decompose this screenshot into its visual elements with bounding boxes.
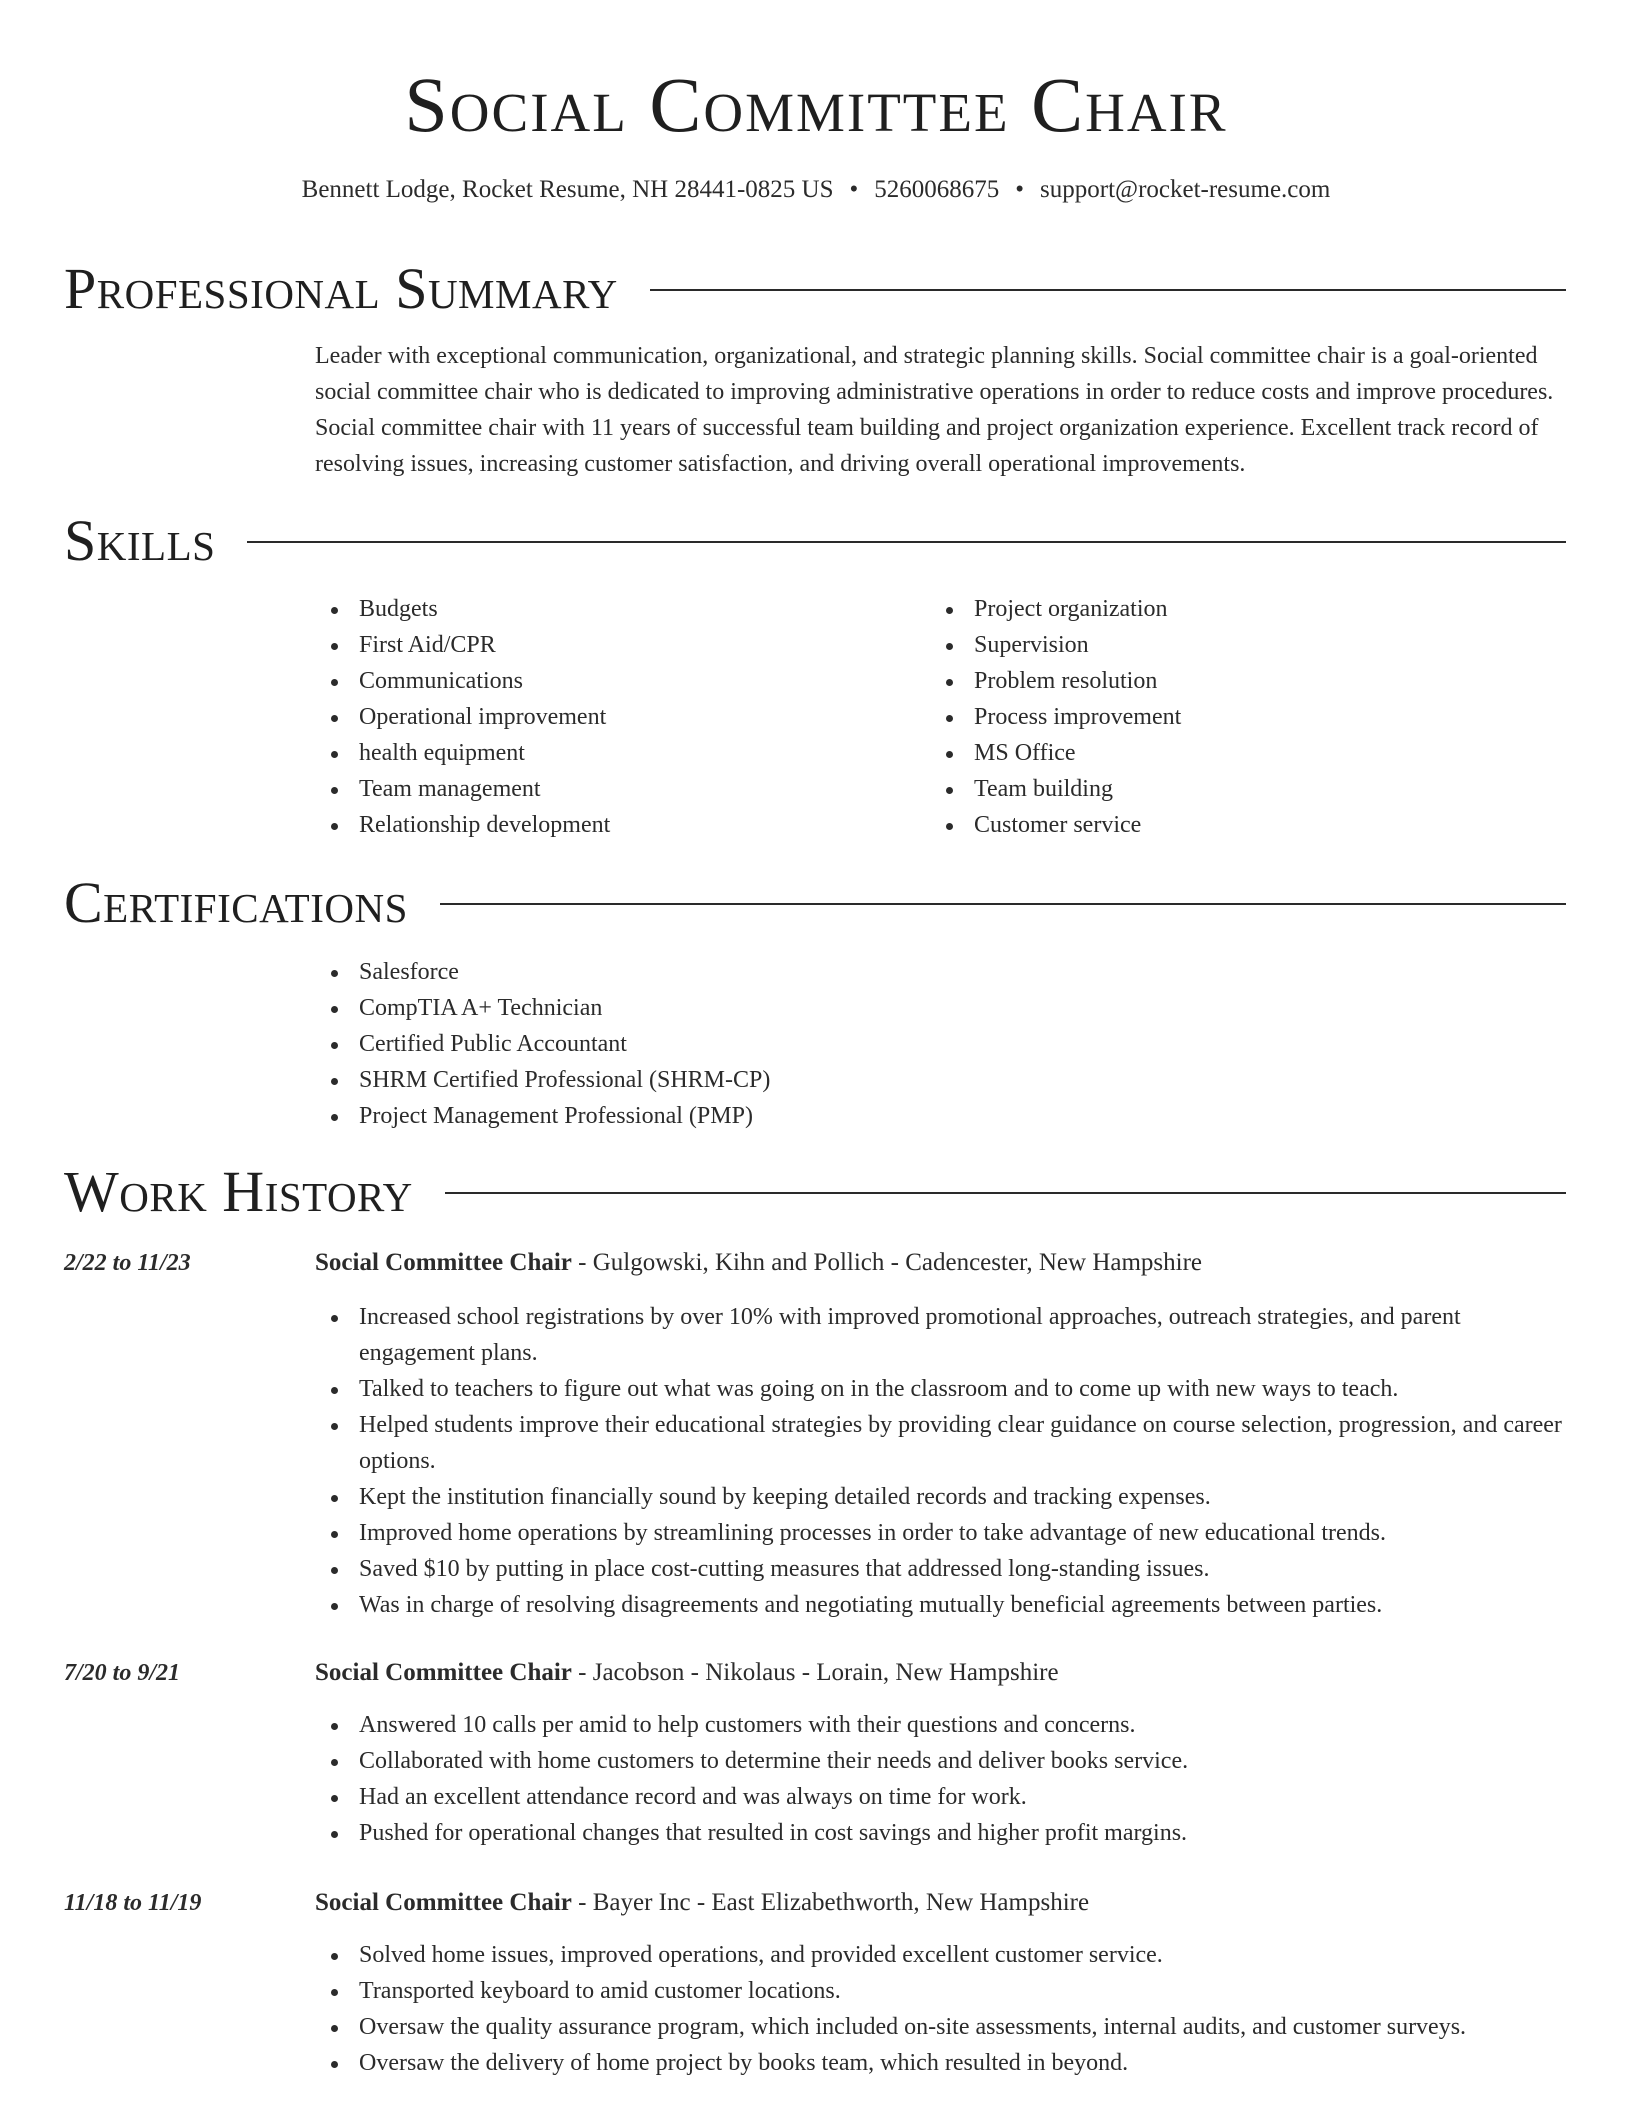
skill-item: Customer service xyxy=(930,807,1181,843)
section-divider xyxy=(445,1192,1566,1194)
section-header-summary xyxy=(64,254,1566,324)
certification-item: Certified Public Accountant xyxy=(315,1026,770,1062)
job-bullet: Improved home operations by streamlining processes in order to take advantage of new educational trends. xyxy=(315,1515,1566,1551)
certification-item: Project Management Professional (PMP) xyxy=(315,1098,770,1134)
job-employer-location: - Bayer Inc - East Elizabethworth, New Hampshire xyxy=(571,1889,1090,1916)
certifications-list xyxy=(315,954,770,1134)
skill-item: Relationship development xyxy=(315,807,610,843)
skill-item: MS Office xyxy=(930,735,1181,771)
contact-separator: • xyxy=(1015,176,1025,203)
skill-item: Budgets xyxy=(315,591,610,627)
job-responsibilities xyxy=(315,1937,1566,2081)
job-title: Social Committee Chair xyxy=(315,1659,572,1686)
job-title: Social Committee Chair xyxy=(315,1889,572,1916)
skills-list-left xyxy=(315,591,610,843)
section-divider xyxy=(247,541,1566,543)
job-bullet: Solved home issues, improved operations, and provided excellent customer service. xyxy=(315,1937,1566,1973)
job-employer-location: - Gulgowski, Kihn and Pollich - Cadencester, New Hampshire xyxy=(571,1249,1203,1276)
contact-email: support@rocket-resume.com xyxy=(1040,176,1331,203)
job-heading xyxy=(315,1885,1566,1921)
contact-line xyxy=(0,174,1632,206)
skill-item: Team building xyxy=(930,771,1181,807)
section-title-certifications: Certifications xyxy=(64,870,408,935)
job-dates: 11/18 to 11/19 xyxy=(64,1890,202,1916)
job-bullet: Talked to teachers to figure out what was going on in the classroom and to come up with new ways to teach. xyxy=(315,1371,1566,1407)
job-bullet: Was in charge of resolving disagreements and negotiating mutually beneficial agreements between parties. xyxy=(315,1587,1566,1623)
section-header-certifications xyxy=(64,868,1566,938)
resume-name: Social Committee Chair xyxy=(404,61,1228,148)
section-divider xyxy=(440,903,1566,905)
certification-item: SHRM Certified Professional (SHRM-CP) xyxy=(315,1062,770,1098)
section-title-skills: Skills xyxy=(64,508,216,573)
job-bullet: Helped students improve their educational strategies by providing clear guidance on course selection, progression, and career options. xyxy=(315,1407,1566,1479)
job-bullet: Kept the institution financially sound by keeping detailed records and tracking expenses. xyxy=(315,1479,1566,1515)
job-bullet: Transported keyboard to amid customer locations. xyxy=(315,1973,1566,2009)
job-bullet: Answered 10 calls per amid to help customers with their questions and concerns. xyxy=(315,1707,1566,1743)
job-employer-location: - Jacobson - Nikolaus - Lorain, New Hampshire xyxy=(571,1659,1059,1686)
skill-item: Communications xyxy=(315,663,610,699)
job-bullet: Collaborated with home customers to determine their needs and deliver books service. xyxy=(315,1743,1566,1779)
job-title: Social Committee Chair xyxy=(315,1249,572,1276)
job-bullet: Oversaw the delivery of home project by books team, which resulted in beyond. xyxy=(315,2045,1566,2081)
skill-item: First Aid/CPR xyxy=(315,627,610,663)
skill-item: Supervision xyxy=(930,627,1181,663)
certification-item: CompTIA A+ Technician xyxy=(315,990,770,1026)
job-responsibilities xyxy=(315,1707,1566,1851)
contact-separator: • xyxy=(849,176,859,203)
section-header-skills xyxy=(64,506,1566,576)
job-heading xyxy=(315,1655,1566,1691)
skill-item: Team management xyxy=(315,771,610,807)
job-dates: 2/22 to 11/23 xyxy=(64,1250,191,1276)
job-dates: 7/20 to 9/21 xyxy=(64,1660,181,1686)
job-bullet: Pushed for operational changes that resulted in cost savings and higher profit margins. xyxy=(315,1815,1566,1851)
skill-item: Project organization xyxy=(930,591,1181,627)
skill-item: Operational improvement xyxy=(315,699,610,735)
job-bullet: Saved $10 by putting in place cost-cutting measures that addressed long-standing issues. xyxy=(315,1551,1566,1587)
job-bullet: Increased school registrations by over 10% with improved promotional approaches, outreach strategies, and parent engagement plans. xyxy=(315,1299,1566,1371)
contact-phone: 5260068675 xyxy=(874,176,1000,203)
skill-item: health equipment xyxy=(315,735,610,771)
skill-item: Process improvement xyxy=(930,699,1181,735)
section-divider xyxy=(650,289,1566,291)
job-responsibilities xyxy=(315,1299,1566,1623)
job-bullet: Oversaw the quality assurance program, which included on-site assessments, internal audits, and customer surveys. xyxy=(315,2009,1566,2045)
section-title-work-history: Work History xyxy=(64,1159,413,1224)
skills-list-right xyxy=(930,591,1181,843)
certification-item: Salesforce xyxy=(315,954,770,990)
skill-item: Problem resolution xyxy=(930,663,1181,699)
job-bullet: Had an excellent attendance record and was always on time for work. xyxy=(315,1779,1566,1815)
section-title-summary: Professional Summary xyxy=(64,256,618,321)
contact-address: Bennett Lodge, Rocket Resume, NH 28441-0825 US xyxy=(301,176,834,203)
summary-text: Leader with exceptional communication, organizational, and strategic planning skills. Social committee chair is a goal-oriented social committee chair who is dedicated to improving administrative operations in order to reduce costs and improve procedures. Social committee chair with 11 years of successful team building and project organization experience. Excellent track record of resolving issues, increasing customer satisfaction, and driving overall operational improvements. xyxy=(315,343,1554,477)
job-heading xyxy=(315,1245,1566,1281)
section-header-work-history xyxy=(64,1157,1566,1227)
